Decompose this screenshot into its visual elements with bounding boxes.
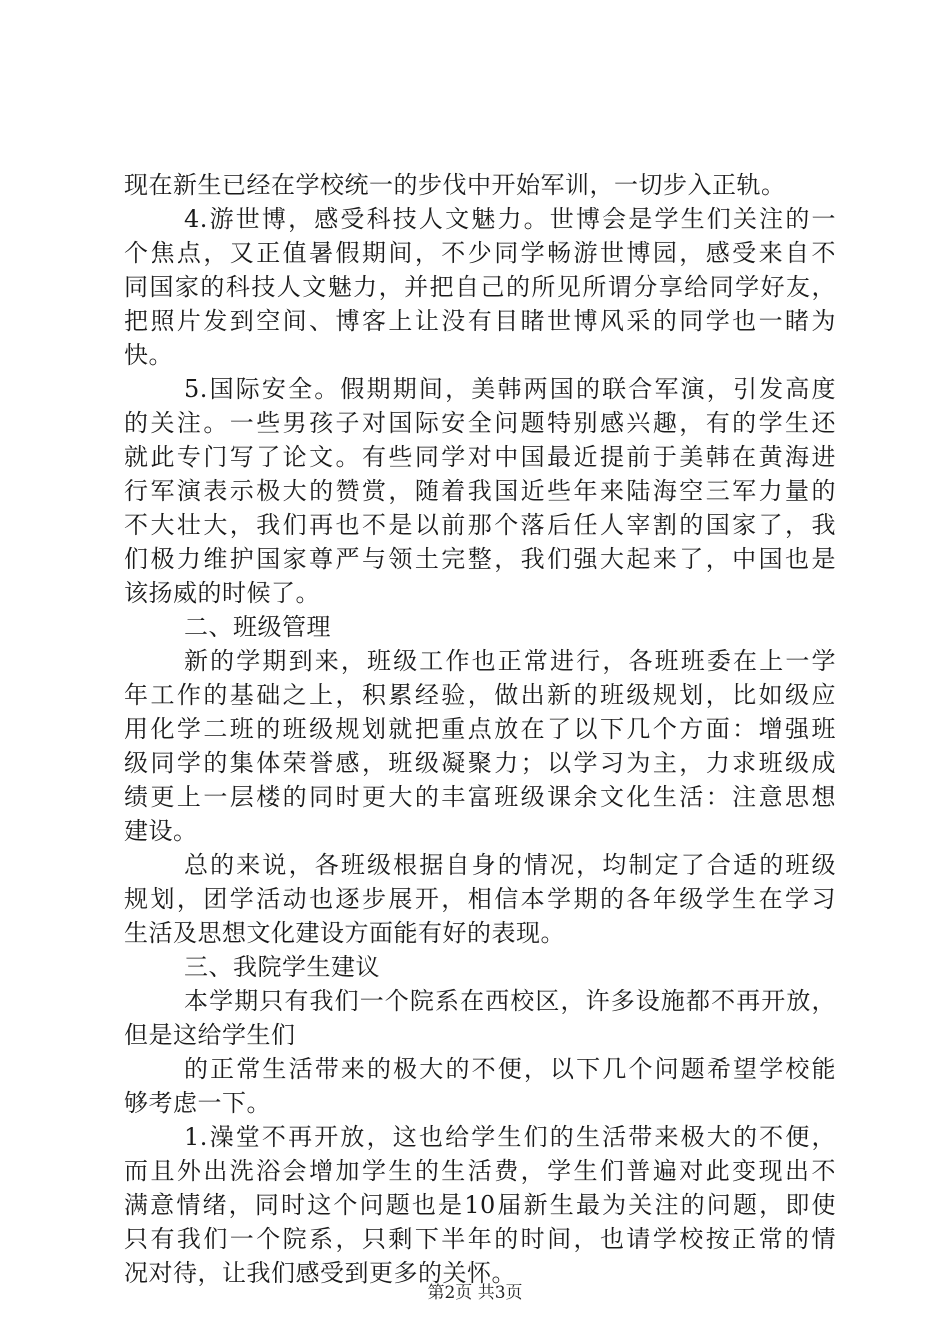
text-line: 现在新生已经在学校统一的步伐中开始军训，一切步入正轨。 [124,171,786,199]
text-line: 规划，团学活动也逐步展开，相信本学期的各年级学生在学习 [124,885,836,913]
text-line: 快。 [124,341,173,369]
text-line: 而且外出洗浴会增加学生的生活费，学生们普遍对此变现出不 [124,1157,836,1185]
text-line: 不大壮大，我们再也不是以前那个落后任人宰割的国家了，我 [124,511,836,539]
text-line: 年工作的基础之上，积累经验，做出新的班级规划，比如级应 [124,681,836,709]
text-line: 三、我院学生建议 [184,953,380,981]
text-line: 们极力维护国家尊严与领土完整，我们强大起来了，中国也是 [124,545,836,573]
text-line: 该扬威的时候了。 [124,579,320,607]
text-line: 的正常生活带来的极大的不便，以下几个问题希望学校能 [184,1055,836,1083]
text-line: 只有我们一个院系，只剩下半年的时间，也请学校按正常的情 [124,1225,836,1253]
text-line: 1.澡堂不再开放，这也给学生们的生活带来极大的不便， [184,1123,836,1151]
text-line: 绩更上一层楼的同时更大的丰富班级课余文化生活：注意思想 [124,783,836,811]
text-line: 总的来说，各班级根据自身的情况，均制定了合适的班级 [184,851,836,879]
text-line: 满意情绪，同时这个问题也是10届新生最为关注的问题，即使 [124,1191,836,1219]
text-line: 的关注。一些男孩子对国际安全问题特别感兴趣，有的学生还 [124,409,836,437]
text-line: 用化学二班的班级规划就把重点放在了以下几个方面：增强班 [124,715,836,743]
page-footer: 第2页 共3页 [427,1283,523,1303]
text-line: 5.国际安全。假期期间，美韩两国的联合军演，引发高度 [184,375,836,403]
text-line: 个焦点，又正值暑假期间，不少同学畅游世博园，感受来自不 [124,239,836,267]
text-line: 生活及思想文化建设方面能有好的表现。 [124,919,565,947]
text-line: 4.游世博，感受科技人文魅力。世博会是学生们关注的一 [184,205,836,233]
text-line: 同国家的科技人文魅力，并把自己的所见所谓分享给同学好友， [124,273,836,301]
text-line: 本学期只有我们一个院系在西校区，许多设施都不再开放， [184,987,836,1015]
document-body [124,168,836,1290]
text-line: 新的学期到来，班级工作也正常进行，各班班委在上一学 [184,647,836,675]
text-line: 级同学的集体荣誉感，班级凝聚力；以学习为主，力求班级成 [124,749,836,777]
text-line: 够考虑一下。 [124,1089,271,1117]
text-line: 二、班级管理 [184,613,331,641]
text-line: 行军演表示极大的赞赏，随着我国近些年来陆海空三军力量的 [124,477,836,505]
text-line: 但是这给学生们 [124,1021,296,1049]
text-line: 建设。 [124,817,198,845]
text-line: 就此专门写了论文。有些同学对中国最近提前于美韩在黄海进 [124,443,836,471]
text-line: 况对待，让我们感受到更多的关怀。 [124,1259,516,1287]
text-line: 把照片发到空间、博客上让没有目睹世博风采的同学也一睹为 [124,307,836,335]
